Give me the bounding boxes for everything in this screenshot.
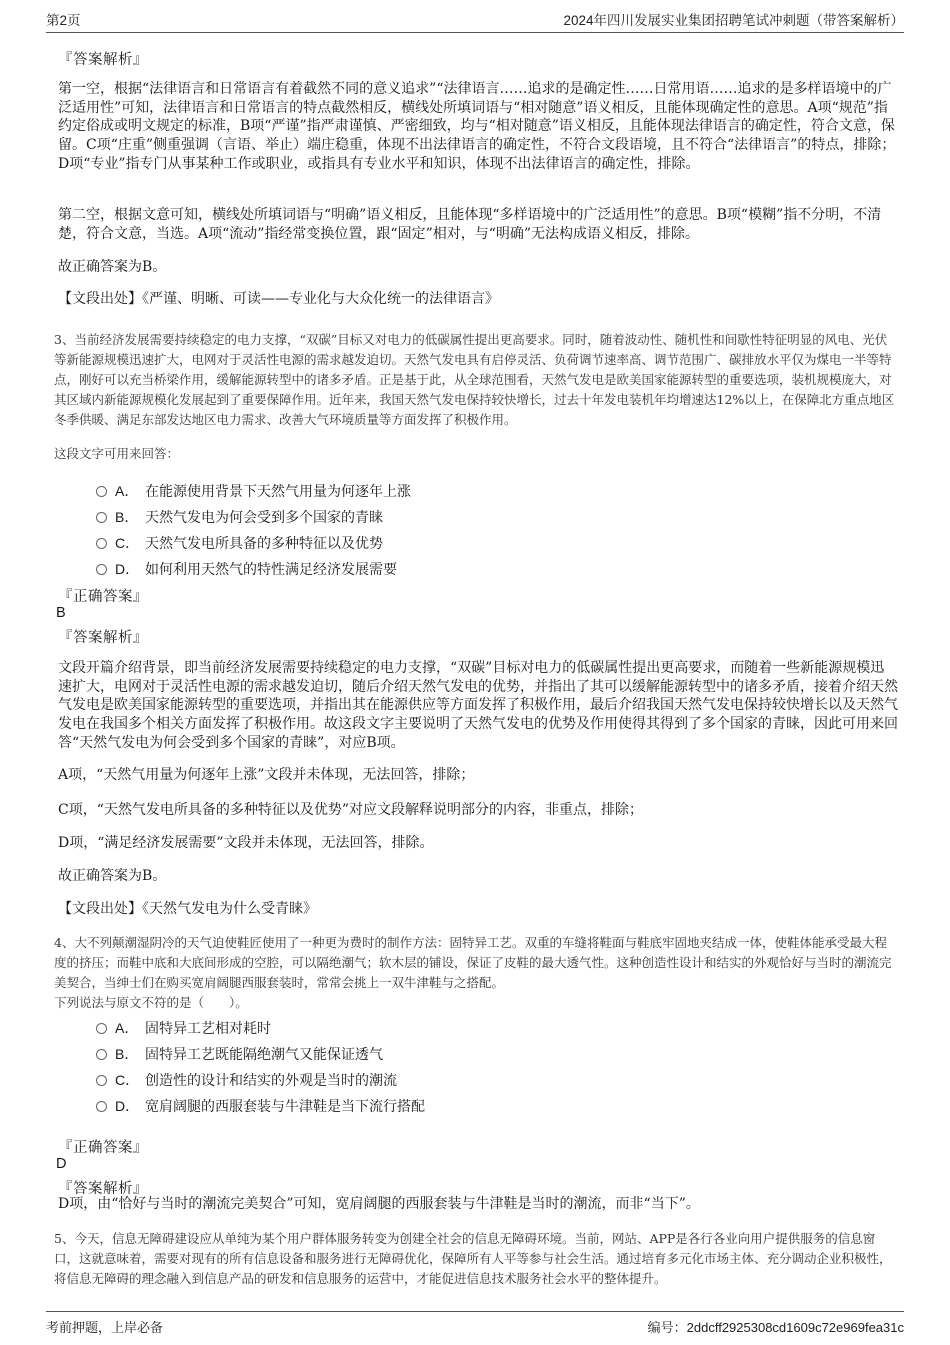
radio-icon[interactable] [96,538,107,549]
q4-analysis-label: 『答案解析』 [58,1181,148,1197]
radio-icon[interactable] [96,486,107,497]
q3-option-b[interactable] [96,507,383,527]
q3-source: 【文段出处】《天然气发电为什么受青睐》 [58,901,317,917]
option-text: 创造性的设计和结实的外观是当时的潮流 [145,1073,397,1089]
option-text: 固特异工艺既能隔绝潮气又能保证透气 [145,1047,383,1063]
option-letter: A． [115,1020,139,1036]
option-letter: A． [115,483,139,499]
option-text: 如何利用天然气的特性满足经济发展需要 [145,562,397,578]
option-text: 天然气发电为何会受到多个国家的青睐 [145,510,383,526]
q4-analysis: D项，由“恰好与当时的潮流完美契合”可知，宽肩阔腿的西服套装与牛津鞋是当时的潮流，而非“当下”。 [58,1196,700,1212]
radio-icon[interactable] [96,564,107,575]
q3-answer: B [56,605,67,621]
q3-note-d: D项，“满足经济发展需要”文段并未体现，无法回答，排除。 [58,835,434,851]
option-letter: C． [115,1072,140,1088]
q3-note-a: A项，“天然气用量为何逐年上涨”文段并未体现，无法回答，排除； [58,767,475,783]
q4-answer: D [56,1156,67,1172]
q4-stem: 4、大不列颠潮湿阴冷的天气迫使鞋匠使用了一种更为费时的制作方法：固特异工艺。双重的车缝将鞋面与鞋底牢固地夹结成一体，使鞋体能承受最大程度的挤压；而鞋中底和大底间形成的空腔，可以隔绝潮气；软木层的铺设，保证了皮鞋的最大透气性。这种创造性设计和结实的外观恰好与当时的潮流完美契合，当绅士们在购买宽肩阔腿西服套装时，常常会挑上一双牛津鞋与之搭配。 [54,935,892,990]
q3-stem: 3、当前经济发展需要持续稳定的电力支撑，“双碳”目标又对电力的低碳属性提出更高要求。同时，随着波动性、随机性和间歇性特征明显的风电、光伏等新能源规模迅速扩大，电网对于灵活性电源的需求越发迫切。天然气发电具有启停灵活、负荷调节速率高、调节范围广、碳排放水平仅为煤电一半等特点，刚好可以充当桥梁作用，缓解能源转型中的诸多矛盾。正是基于此，从全球范围看，天然气发电是欧美国家能源转型的重要选项，装机规模庞大，对其区域内新能源规模化发展起到了重要保障作用。近年来，我国天然气发电保持较快增长，过去十年发电装机年均增速达12%以上，在保障北方重点地区冬季供暖、满足东部发达地区电力需求、改善大气环境质量等方面发挥了积极作用。 [54,332,895,427]
q3-analysis: 文段开篇介绍背景，即当前经济发展需要持续稳定的电力支撑，“双碳”目标对电力的低碳属性提出更高要求，而随着一些新能源规模迅速扩大，电网对于灵活性电源的需求越发迫切，随后介绍天然气发电的优势，并指出了其可以缓解能源转型中的诸多矛盾，接着介绍天然气发电是欧美国家能源转型的重要选项，并指出其在能源供应等方面发挥了积极作用，最后介绍我国天然气发电保持较快增长以及天然气发电在我国多个相关方面发挥了积极作用。故这段文字主要说明了天然气发电的优势及作用使得其得到了多个国家的青睐，因此可用来回答“天然气发电为何会受到多个国家的青睐”，对应B项。 [58,660,898,751]
q2-source: 【文段出处】《严谨、明晰、可读——专业化与大众化统一的法律语言》 [58,291,499,307]
option-text: 在能源使用背景下天然气用量为何逐年上涨 [145,484,411,500]
q3-prompt: 这段文字可用来回答： [54,446,180,461]
page-number: 第2页 [46,13,81,28]
q2-analysis-para1: 第一空，根据“法律语言和日常语言有着截然不同的意义追求”“法律语言……追求的是确定性……日常用语……追求的是多样语境中的广泛适用性”可知，法律语言和日常语言的特点截然相反，横线处所填词语与“相对随意”语义相反，且能体现确定性的意思。A项“规范”指约定俗成或明文规定的标准，B项“严谨”指严肃谨慎、严密细致，均与“相对随意”语义相反，且能体现法律语言的确定性，符合文意，保留。C项“庄重”侧重强调（言语、举止）端庄稳重，体现不出法律语言的确定性，不符合文段语境，且不符合“法律语言”的特点，排除；D项“专业”指专门从事某种工作或职业，或指具有专业水平和知识，体现不出法律语言的确定性，排除。 [58,81,896,172]
radio-icon[interactable] [96,1023,107,1034]
q4-option-a[interactable] [96,1018,271,1038]
page-footer [46,1311,904,1338]
q3-note-c: C项，“天然气发电所具备的多种特征以及优势”对应文段解释说明部分的内容，非重点，排除； [58,802,644,818]
q3-option-d[interactable] [96,559,397,579]
q2-analysis-label: 『答案解析』 [58,52,148,68]
q3-answer-label: 『正确答案』 [58,589,148,605]
radio-icon[interactable] [96,1049,107,1060]
footer-code: 编号：2ddcff2925308cd1609c72e969fea31c [647,1320,904,1335]
q4-option-d[interactable] [96,1096,425,1116]
q2-conclusion: 故正确答案为B。 [58,259,167,275]
option-letter: D． [115,1098,140,1114]
radio-icon[interactable] [96,1075,107,1086]
option-letter: B． [115,1046,139,1062]
radio-icon[interactable] [96,512,107,523]
footer-slogan: 考前押题，上岸必备 [46,1320,164,1335]
option-letter: C． [115,535,140,551]
option-letter: B． [115,509,139,525]
q5-stem: 5、今天，信息无障碍建设应从单纯为某个用户群体服务转变为创建全社会的信息无障碍环境。当前，网站、APP是各行各业向用户提供服务的信息窗口，这就意味着，需要对现有的所有信息设备和服务进行无障碍优化，保障所有人平等参与社会生活。通过培育多元化市场主体、充分调动企业积极性，将信息无障碍的理念融入到信息产品的研发和信息服务的运营中，才能促进信息技术服务社会水平的整体提升。 [54,1231,892,1286]
option-text: 天然气发电所具备的多种特征以及优势 [145,536,383,552]
document-title: 2024年四川发展实业集团招聘笔试冲刺题（带答案解析） [563,13,904,28]
q3-option-c[interactable] [96,533,383,553]
q4-option-b[interactable] [96,1044,383,1064]
q2-analysis-para2: 第二空，根据文意可知，横线处所填词语与“明确”语义相反，且能体现“多样语境中的广泛适用性”的意思。B项“模糊”指不分明，不清楚，符合文意，当选。A项“流动”指经常变换位置，跟“固定”相对，与“明确”无法构成语义相反，排除。 [58,207,882,242]
q4-prompt: 下列说法与原文不符的是（ ）。 [54,995,248,1010]
q3-option-a[interactable] [96,481,411,501]
q3-analysis-label: 『答案解析』 [58,630,148,646]
option-letter: D． [115,561,140,577]
option-text: 固特异工艺相对耗时 [145,1021,271,1037]
radio-icon[interactable] [96,1101,107,1112]
q4-answer-label: 『正确答案』 [58,1140,148,1156]
page-header [46,10,904,33]
option-text: 宽肩阔腿的西服套装与牛津鞋是当下流行搭配 [145,1099,425,1115]
q4-option-c[interactable] [96,1070,397,1090]
q3-conclusion: 故正确答案为B。 [58,868,167,884]
